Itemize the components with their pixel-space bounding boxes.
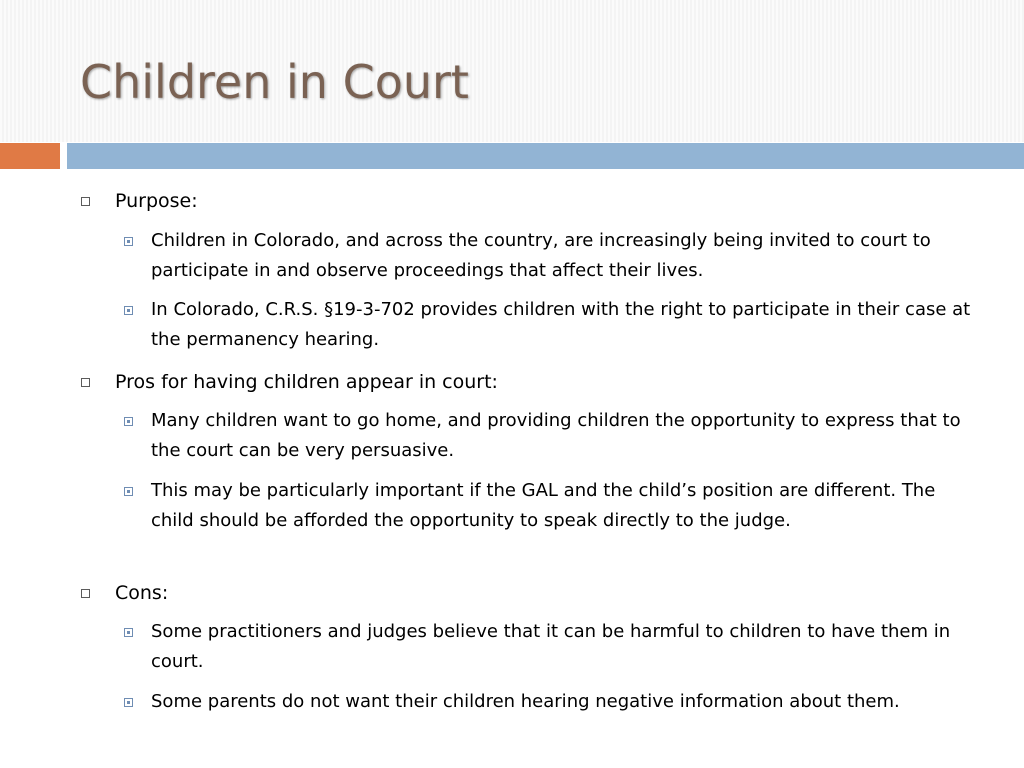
hollow-square-bullet-icon (81, 378, 90, 387)
bullet-item: Some practitioners and judges believe that it can be harmful to children to have them in court. (151, 621, 951, 672)
square-bullet-icon (124, 417, 133, 426)
square-bullet-icon (124, 237, 133, 246)
slide-title: Children in Court (80, 55, 469, 109)
bullet-item: Some parents do not want their children hearing negative information about them. (151, 691, 900, 712)
square-bullet-icon (124, 306, 133, 315)
hollow-square-bullet-icon (81, 197, 90, 206)
hollow-square-bullet-icon (81, 589, 90, 598)
section-heading-pros: Pros for having children appear in court: (115, 371, 498, 393)
bullet-item: Many children want to go home, and providing children the opportunity to express that to the court can be very persuasive. (151, 410, 961, 461)
bullet-item: This may be particularly important if the GAL and the child’s position are different. The child should be afforded the opportunity to speak directly to the judge. (151, 480, 936, 531)
square-bullet-icon (124, 628, 133, 637)
square-bullet-icon (124, 698, 133, 707)
section-heading-cons: Cons: (115, 582, 169, 604)
bullet-item: In Colorado, C.R.S. §19-3-702 provides children with the right to participate in their case at the permanency hearing. (151, 299, 971, 350)
bullet-item: Children in Colorado, and across the country, are increasingly being invited to court to participate in and observe proceedings that affect their lives. (151, 230, 931, 281)
section-heading-purpose: Purpose: (115, 190, 198, 212)
square-bullet-icon (124, 487, 133, 496)
